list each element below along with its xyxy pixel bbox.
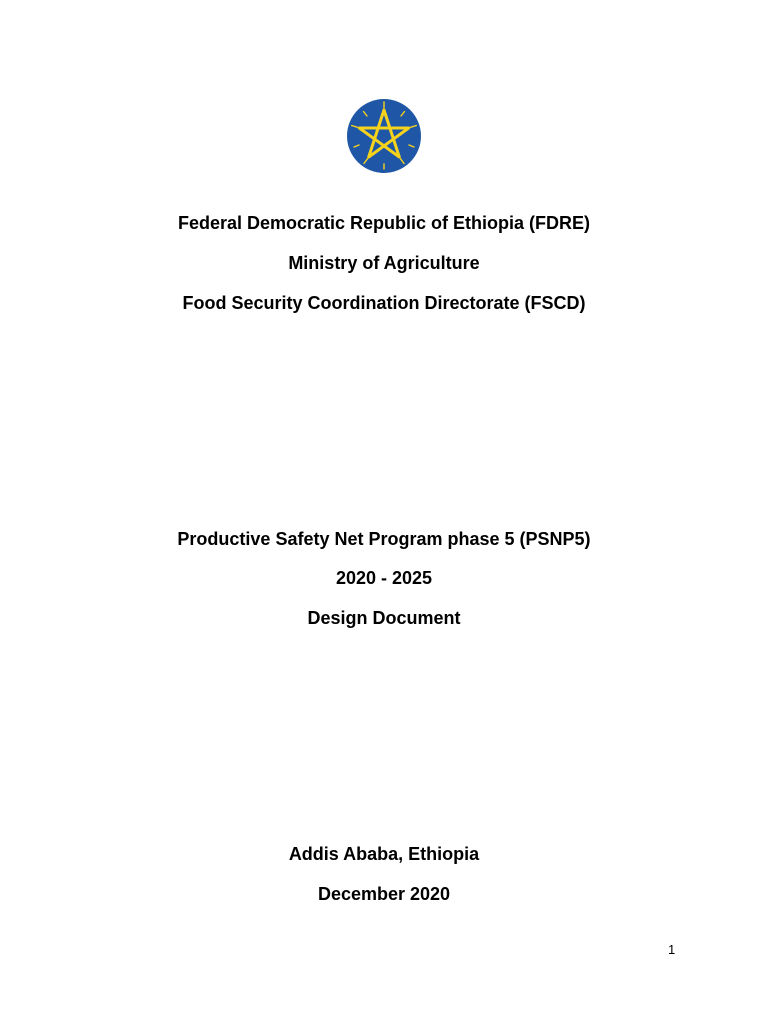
ministry-name: Ministry of Agriculture [288,253,480,273]
ethiopian-emblem-icon [346,98,422,174]
document-date: December 2020 [317,884,451,904]
program-years: 2020 - 2025 [335,568,433,588]
directorate-name: Food Security Coordination Directorate (FSCD) [182,293,586,313]
document-type: Design Document [307,608,461,628]
document-location: Addis Ababa, Ethiopia [288,844,480,864]
page-number: 1 [668,942,676,957]
program-title: Productive Safety Net Program phase 5 (PSNP5) [177,529,591,549]
country-name: Federal Democratic Republic of Ethiopia (FDRE) [177,213,591,233]
